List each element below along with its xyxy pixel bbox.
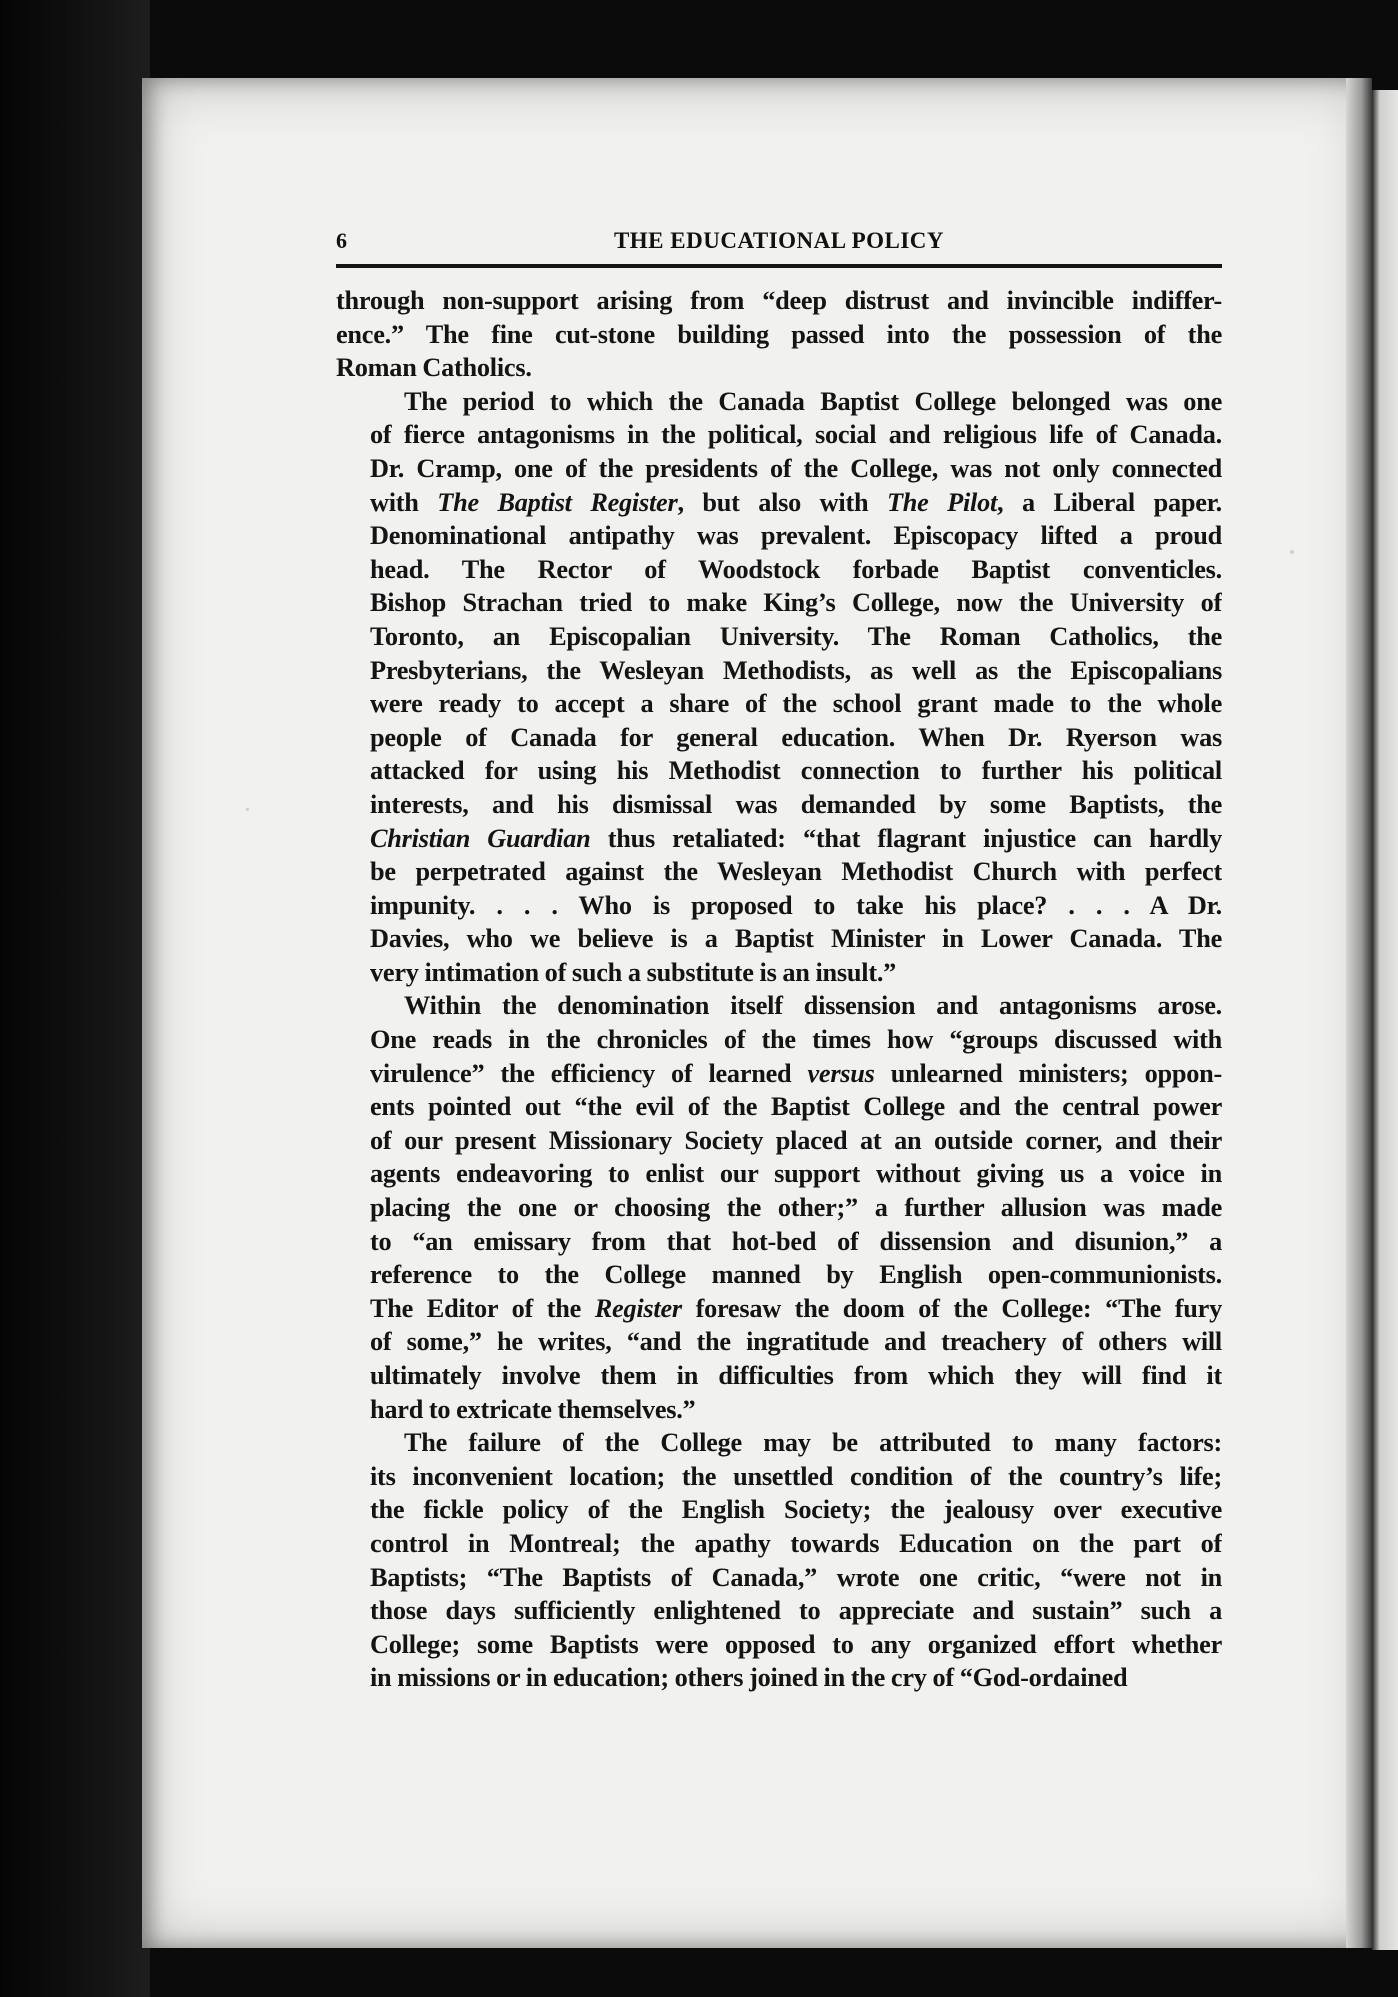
text-line: head. The Rector of Woodstock forbade Baptist conventicles. <box>370 554 1222 584</box>
text-line: ents pointed out “the evil of the Baptist College and the central power <box>370 1092 1222 1122</box>
text-line: through non-support arising from “deep distrust and invincible indiffer- <box>336 286 1222 315</box>
text-line: Christian Guardian thus retaliated: “that flagrant injustice can hardly <box>370 823 1222 853</box>
text-line: were ready to accept a share of the school grant made to the whole <box>370 689 1222 719</box>
text-line: ultimately involve them in difficulties from which they will find it <box>370 1361 1222 1390</box>
body-text <box>336 284 1222 1695</box>
text-line: The period to which the Canada Baptist College belonged was one <box>404 386 1222 416</box>
text-line: Baptists; “The Baptists of Canada,” wrote one critic, “were not in <box>370 1562 1222 1592</box>
adjacent-page-edge <box>1372 90 1398 1950</box>
text-line: Within the denomination itself dissension and antagonisms arose. <box>404 991 1222 1021</box>
header-rule <box>336 264 1222 268</box>
text-line: One reads in the chronicles of the times how “groups discussed with <box>370 1025 1222 1055</box>
text-line: attacked for using his Methodist connection to further his political <box>370 756 1222 786</box>
text-line: ence.” The fine cut-stone building passed into the possession of the <box>336 319 1222 349</box>
text-line: agents endeavoring to enlist our support without giving us a voice in <box>370 1159 1222 1189</box>
paragraph <box>336 284 1222 385</box>
text-line: The Editor of the Register foresaw the doom of the College: “The fury <box>370 1293 1222 1323</box>
text-line: those days sufficiently enlightened to appreciate and sustain” such a <box>370 1596 1222 1626</box>
text-line: of our present Missionary Society placed at an outside corner, and their <box>370 1125 1222 1155</box>
page-number: 6 <box>336 228 347 253</box>
text-line: to “an emissary from that hot-bed of dissension and disunion,” a <box>370 1226 1222 1256</box>
text-line: impunity. . . . Who is proposed to take his place? . . . A Dr. <box>370 890 1222 920</box>
text-line: Presbyterians, the Wesleyan Methodists, as well as the Episcopalians <box>370 655 1222 685</box>
text-line: virulence” the efficiency of learned versus unlearned ministers; oppon- <box>370 1058 1222 1088</box>
page-header <box>336 228 1222 264</box>
text-line: reference to the College manned by English open-communionists. <box>370 1260 1222 1290</box>
text-line: of fierce antagonisms in the political, social and religious life of Canada. <box>370 420 1222 450</box>
text-line: be perpetrated against the Wesleyan Methodist Church with perfect <box>370 857 1222 887</box>
text-line: very intimation of such a substitute is an insult.” <box>370 957 897 987</box>
text-line: The failure of the College may be attributed to many factors: <box>404 1428 1222 1458</box>
text-line: control in Montreal; the apathy towards Education on the part of <box>370 1528 1222 1558</box>
scan-speck <box>1290 550 1294 554</box>
paragraph <box>336 1426 1222 1695</box>
page-gutter-shadow <box>1346 78 1372 1948</box>
text-line: with The Baptist Register, but also with The Pilot, a Liberal paper. <box>370 487 1222 517</box>
text-line: people of Canada for general education. When Dr. Ryerson was <box>370 722 1222 752</box>
scan-speck <box>246 808 249 811</box>
text-line: College; some Baptists were opposed to any organized effort whether <box>370 1629 1222 1659</box>
text-line: Bishop Strachan tried to make King’s College, now the University of <box>370 588 1222 618</box>
text-line: hard to extricate themselves.” <box>370 1394 696 1424</box>
text-line: Toronto, an Episcopalian University. The Roman Catholics, the <box>370 621 1222 651</box>
text-line: in missions or in education; others joined in the cry of “God-ordained <box>370 1663 1128 1693</box>
text-line: interests, and his dismissal was demanded by some Baptists, the <box>370 789 1222 819</box>
paragraph <box>336 385 1222 990</box>
text-line: the fickle policy of the English Society; the jealousy over executive <box>370 1495 1222 1525</box>
text-line: placing the one or choosing the other;” a further allusion was made <box>370 1193 1222 1223</box>
text-line: of some,” he writes, “and the ingratitude and treachery of others will <box>370 1327 1222 1357</box>
text-line: Dr. Cramp, one of the presidents of the College, was not only connected <box>370 453 1222 483</box>
running-head: THE EDUCATIONAL POLICY <box>613 228 945 253</box>
text-line: Davies, who we believe is a Baptist Minister in Lower Canada. The <box>370 924 1222 954</box>
text-line: its inconvenient location; the unsettled condition of the country’s life; <box>370 1461 1222 1491</box>
text-line: Roman Catholics. <box>336 353 532 383</box>
scan-background <box>0 0 150 1997</box>
paragraph <box>336 989 1222 1426</box>
text-line: Denominational antipathy was prevalent. Episcopacy lifted a proud <box>370 521 1222 551</box>
